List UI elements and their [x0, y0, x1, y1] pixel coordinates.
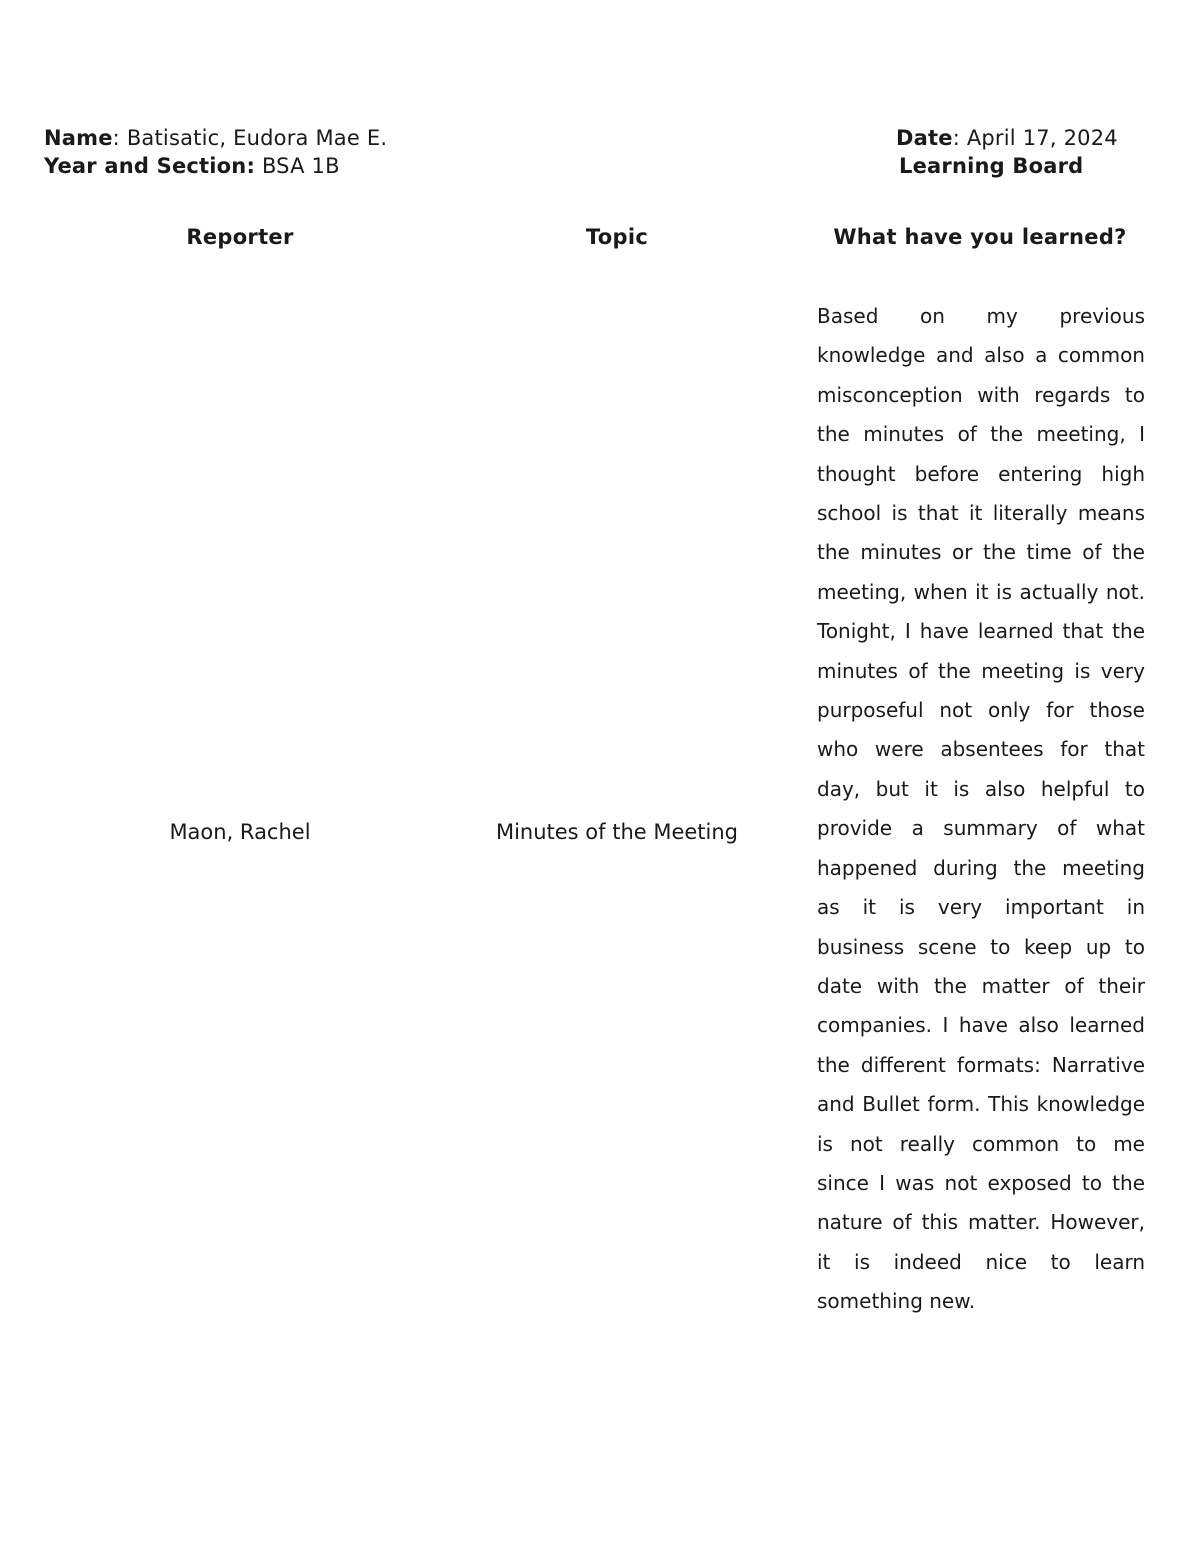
board-title	[899, 152, 1083, 180]
section-value: BSA 1B	[255, 154, 340, 178]
name-line	[44, 124, 387, 152]
board-title-text: Learning Board	[899, 154, 1084, 178]
date-value: : April 17, 2024	[952, 126, 1118, 150]
section-label: Year and Section:	[44, 154, 256, 178]
reporter-cell: Maon, Rachel	[169, 820, 311, 844]
name-value: : Batisatic, Eudora Mae E.	[112, 126, 388, 150]
topic-cell: Minutes of the Meeting	[495, 820, 739, 844]
section-line	[44, 152, 340, 180]
column-header-learned: What have you learned?	[833, 225, 1127, 249]
date-label: Date	[896, 126, 953, 150]
column-header-reporter: Reporter	[186, 225, 294, 249]
date-line	[896, 124, 1118, 152]
column-header-topic: Topic	[585, 225, 649, 249]
name-label: Name	[44, 126, 113, 150]
learned-cell: Based on my previous knowledge and also a common misconception with regards to the minutes of the meeting, I thought before entering high school is that it literally means the minutes or the time of the meeting, when it is actually not. Tonight, I have learned that the minutes of the meeting is very purposeful not only for those who were absentees for that day, but it is also helpful to provide a summary of what happened during the meeting as it is very important in business scene to keep up to date with the matter of their companies. I have also learned the different formats: Narrative and Bullet form. This knowledge is not really common to me since I was not exposed to the nature of this matter. However, it is indeed nice to learn something new.	[817, 304, 1145, 1314]
